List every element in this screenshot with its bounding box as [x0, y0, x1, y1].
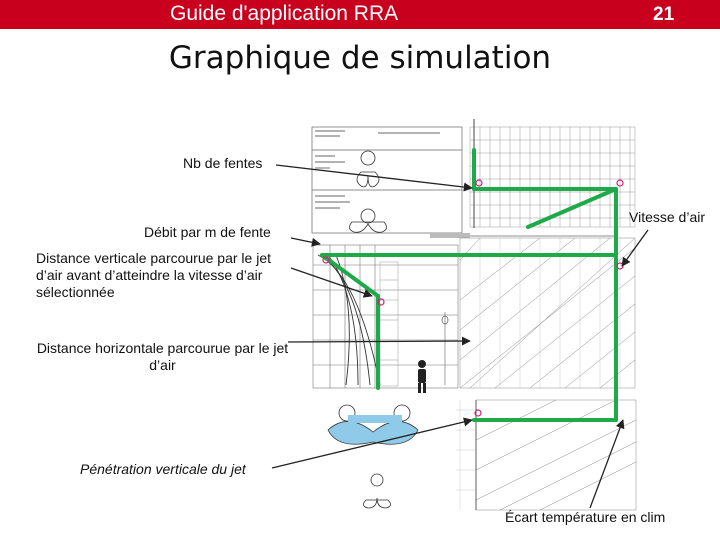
diagonal-grid-verticals [480, 238, 620, 388]
label-distance-horizontale: Distance horizontale parcourue par le jet d’air [36, 340, 289, 373]
label-debit-par-m: Débit par m de fente [144, 224, 271, 240]
dual-fan-icon [349, 209, 386, 232]
simulation-path [322, 150, 616, 420]
label-penetration-verticale: Pénétration verticale du jet [80, 461, 246, 477]
label-vitesse-air: Vitesse d’air [629, 209, 706, 225]
label-nb-fentes: Nb de fentes [183, 155, 263, 171]
single-fan-icon [357, 151, 379, 187]
vertical-jet-icon [363, 474, 390, 508]
label-ecart-temperature: Écart température en clim [505, 509, 666, 525]
page-number: 21 [653, 4, 675, 25]
jet-form-panel [312, 127, 462, 233]
panel-text-lines [315, 131, 440, 208]
label-distance-verticale: Distance verticale parcourue par le jet d’air avant d’atteindre la vitesse d’air sélectionnée [36, 250, 272, 300]
diagonal-grid [460, 238, 635, 388]
throw-column [380, 262, 398, 386]
temperature-scale [456, 400, 476, 510]
scale-ticks [430, 233, 470, 238]
header-title: Guide d'application RRA [170, 2, 399, 25]
air-jet-icon [328, 405, 418, 444]
slide-title: Graphique de simulation [168, 40, 552, 76]
penetration-grid [476, 400, 636, 510]
velocity-grid [470, 127, 635, 227]
path-markers [323, 180, 623, 416]
